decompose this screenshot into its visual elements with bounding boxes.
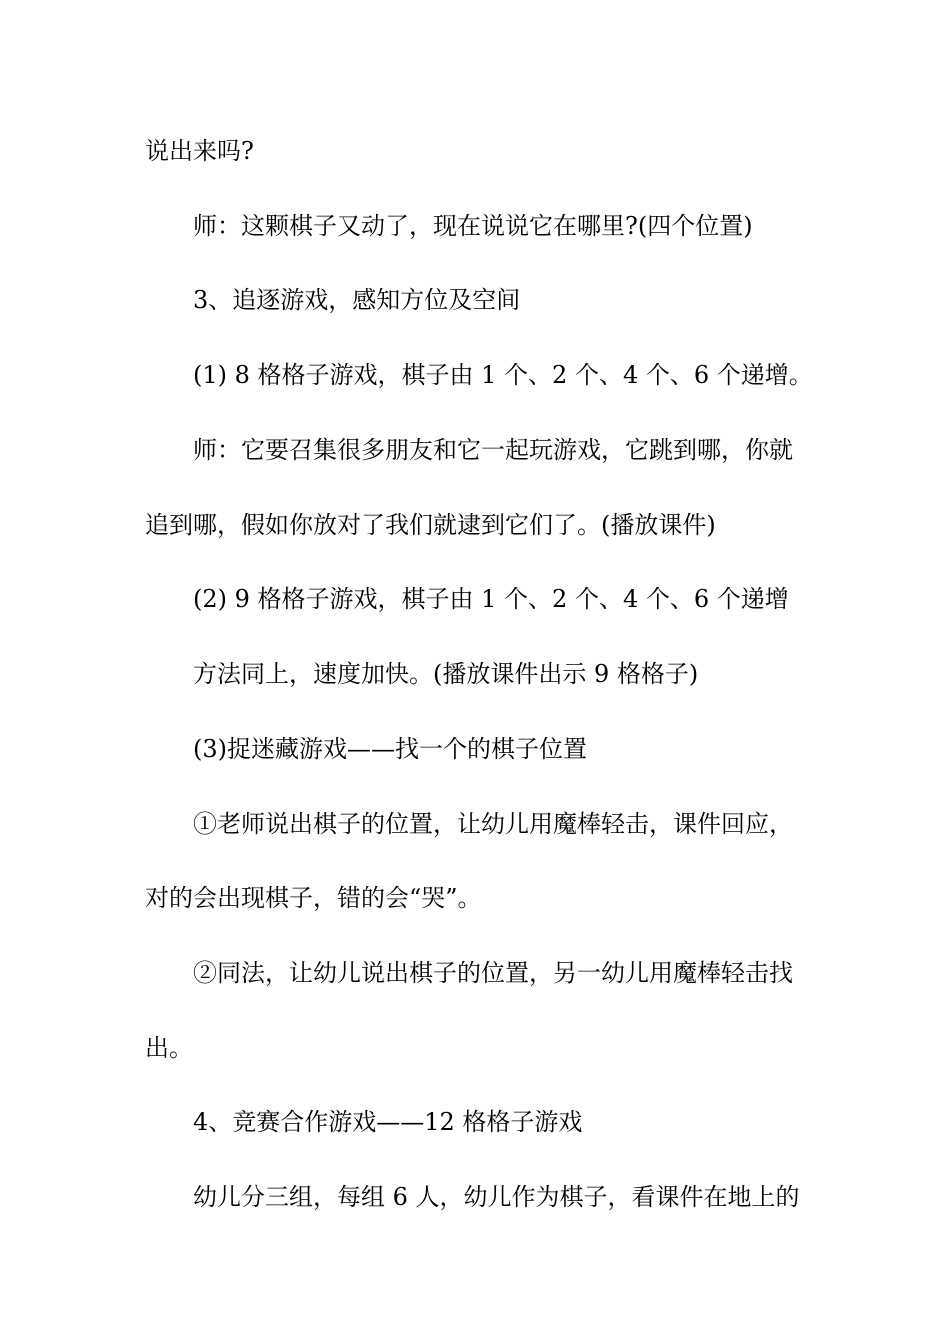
text-line-3: 3、追逐游戏，感知方位及空间 <box>193 286 521 314</box>
text-line-6: 追到哪，假如你放对了我们就逮到它们了。(播放课件) <box>145 511 716 539</box>
text-line-12: ②同法，让幼儿说出棋子的位置，另一幼儿用魔棒轻击找 <box>193 959 793 987</box>
text-line-11: 对的会出现棋子，错的会“哭”。 <box>145 884 482 912</box>
text-line-4: (1) 8 格格子游戏，棋子由 1 个、2 个、4 个、6 个递增。 <box>193 361 813 389</box>
text-line-7: (2) 9 格格子游戏，棋子由 1 个、2 个、4 个、6 个递增 <box>193 585 789 613</box>
text-line-1: 说出来吗? <box>145 137 254 165</box>
text-line-10: ①老师说出棋子的位置，让幼儿用魔棒轻击，课件回应， <box>193 810 793 838</box>
text-line-5: 师：它要召集很多朋友和它一起玩游戏，它跳到哪，你就 <box>193 436 793 464</box>
text-line-15: 幼儿分三组，每组 6 人，幼儿作为棋子，看课件在地上的 <box>193 1183 800 1211</box>
text-line-9: (3)捉迷藏游戏——找一个的棋子位置 <box>193 735 587 763</box>
text-line-13: 出。 <box>145 1034 193 1062</box>
text-line-8: 方法同上，速度加快。(播放课件出示 9 格格子) <box>193 660 699 688</box>
text-line-2: 师：这颗棋子又动了，现在说说它在哪里?(四个位置) <box>193 212 753 240</box>
text-line-14: 4、竞赛合作游戏——12 格格子游戏 <box>193 1108 583 1136</box>
